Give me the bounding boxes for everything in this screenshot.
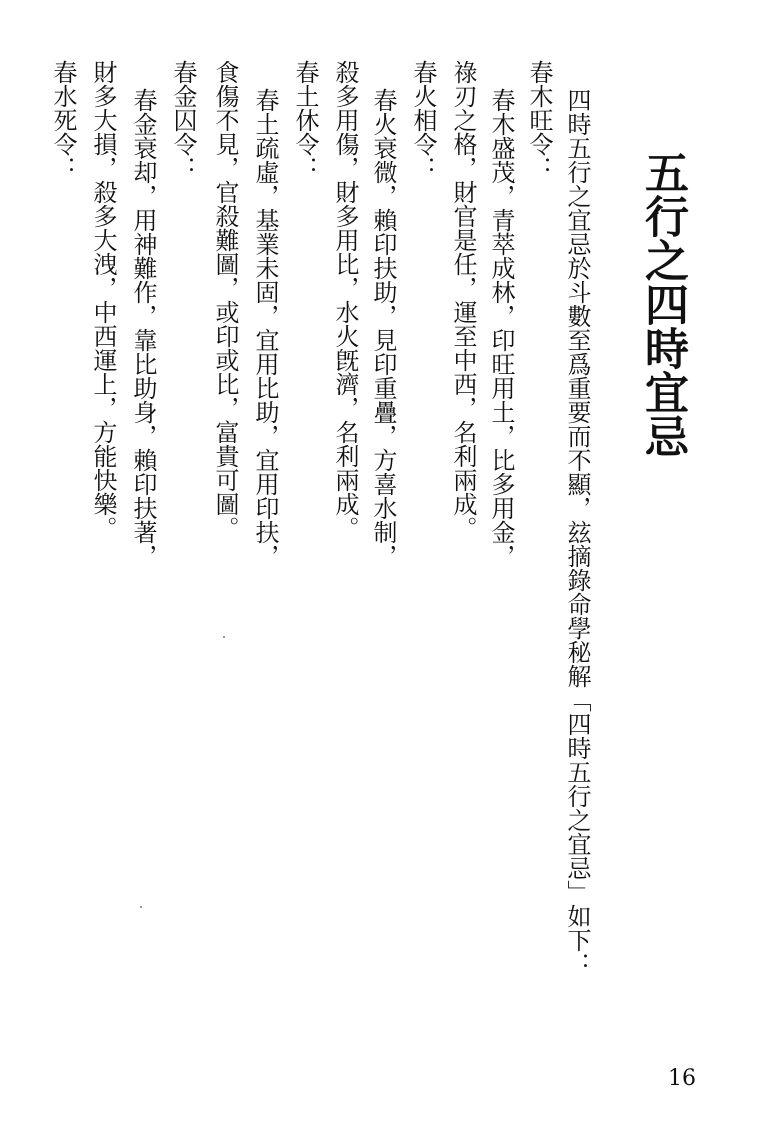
- section-heading-metal: 春金囚令：: [169, 60, 197, 180]
- page-number: 16: [668, 1066, 696, 1091]
- verse-line: 春木盛茂，青萃成林，印旺用土，比多用金，: [487, 88, 515, 568]
- verse-line: 春火衰微，賴印扶助，見印重疊，方喜水制，: [369, 88, 397, 568]
- scan-speck: [140, 906, 142, 908]
- verse-line: 春金衰却，用神難作，靠比助身，賴印扶著，: [129, 88, 157, 568]
- section-heading-wood: 春木旺令：: [525, 60, 553, 180]
- section-heading-earth: 春土休令：: [291, 60, 319, 180]
- verse-line: 祿刃之格，財官是任，運至中西，名利兩成。: [449, 60, 477, 540]
- page-title: 五行之四時宜忌: [637, 150, 688, 458]
- section-heading-fire: 春火相令：: [409, 60, 437, 180]
- verse-line: 春土疏虛，基業未固，宜用比助，宜用印扶，: [251, 88, 279, 568]
- intro-paragraph: 四時五行之宜忌於斗數至爲重要而不顯，玆摘錄命學秘解「四時五行之宜忌」如下：: [563, 88, 591, 976]
- verse-line: 食傷不見，官殺難圖，或印或比，富貴可圖。: [211, 60, 239, 540]
- verse-line: 財多大損，殺多大洩，中西運上，方能快樂。: [89, 60, 117, 540]
- scan-speck: [223, 636, 225, 638]
- section-heading-water: 春水死令：: [49, 60, 77, 180]
- verse-line: 殺多用傷，財多用比，水火旣濟，名利兩成。: [331, 60, 359, 540]
